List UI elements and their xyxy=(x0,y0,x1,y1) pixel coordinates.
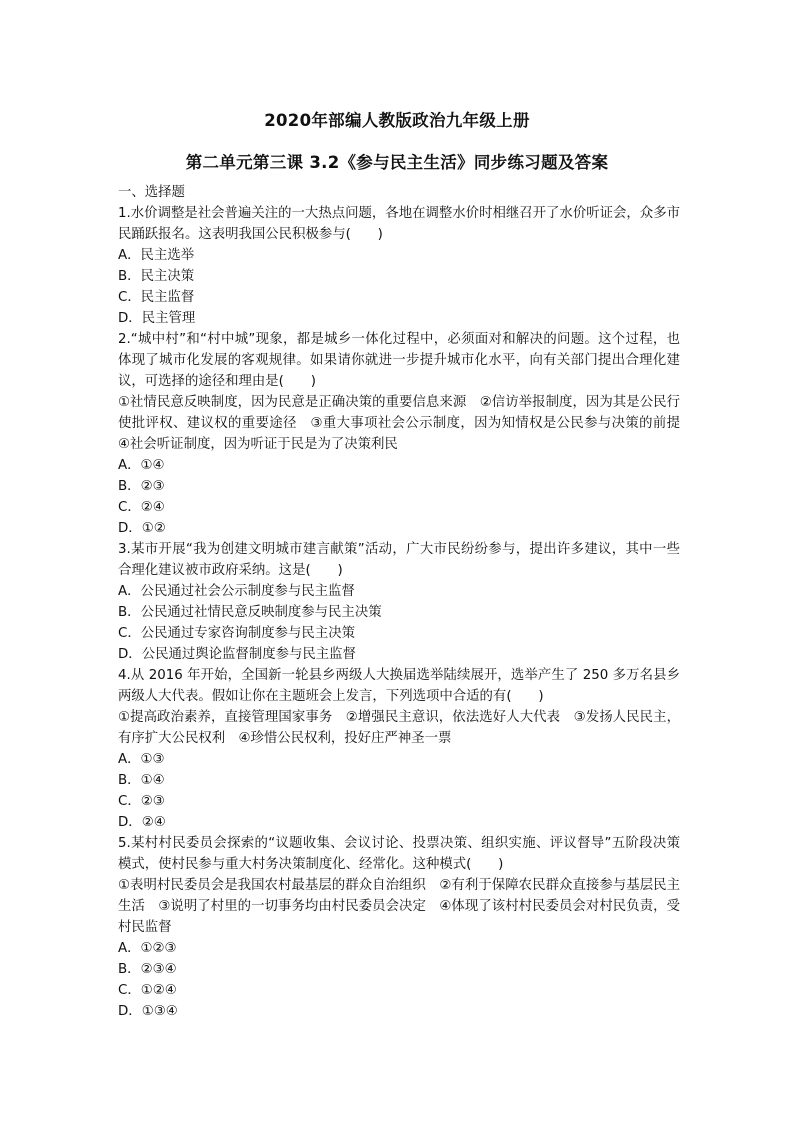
question-1-option-c: C．民主监督 xyxy=(118,290,195,305)
question-5-option-d: D．①③④ xyxy=(118,1004,178,1019)
question-3-option-d: D．公民通过舆论监督制度参与民主监督 xyxy=(118,647,356,662)
question-3-option-c: C．公民通过专家咨询制度参与民主决策 xyxy=(118,626,355,641)
question-2-option-c: C．②④ xyxy=(118,500,165,515)
question-2-option-d: D．①② xyxy=(118,521,166,536)
question-5-statements: ①表明村民委员会是我国农村最基层的群众自治组织 ②有利于保障农民群众直接参与基层民主生活 ③说明了村里的一切事务均由村民委员会决定 ④体现了该村村民委员会对村民负责，受村民监督 xyxy=(118,878,680,935)
question-2-statements: ①社情民意反映制度，因为民意是正确决策的重要信息来源 ②信访举报制度，因为其是公民行使批评权、建议权的重要途径 ③重大事项社会公示制度，因为知情权是公民参与决策的前提 ④社会听证制度，因为听证于民是为了决策利民 xyxy=(118,395,694,452)
question-1-option-d: D．民主管理 xyxy=(118,311,196,326)
document-body xyxy=(118,182,694,1022)
question-3-option-b: B．公民通过社情民意反映制度参与民主决策 xyxy=(118,605,382,620)
question-5-option-b: B．②③④ xyxy=(118,962,177,977)
question-4-option-b: B．①④ xyxy=(118,773,165,788)
question-5-stem: 5.某村村民委员会探索的“议题收集、会议讨论、投票决策、组织实施、评议督导”五阶段决策模式，使村民参与重大村务决策制度化、经常化。这种模式( ) xyxy=(118,836,680,872)
question-3-option-a: A．公民通过社会公示制度参与民主监督 xyxy=(118,584,355,599)
question-2-option-a: A．①④ xyxy=(118,458,165,473)
question-5-option-c: C．①②④ xyxy=(118,983,177,998)
question-4-statements: ①提高政治素养，直接管理国家事务 ②增强民主意识，依法选好人大代表 ③发扬人民民主，有序扩大公民权利 ④珍惜公民权利，投好庄严神圣一票 xyxy=(118,710,680,746)
question-2-stem: 2.“城中村”和“村中城”现象，都是城乡一体化过程中，必须面对和解决的问题。这个过程，也体现了城市化发展的客观规律。如果请你就进一步提升城市化水平，向有关部门提出合理化建议，可选择的途径和理由是( ) xyxy=(118,332,680,389)
document-title: 2020年部编人教版政治九年级上册 xyxy=(264,111,530,130)
question-4-option-c: C．②③ xyxy=(118,794,165,809)
document-subtitle: 第二单元第三课 3.2《参与民主生活》同步练习题及答案 xyxy=(185,153,609,172)
question-1-option-a: A．民主选举 xyxy=(118,248,195,263)
question-4-option-d: D．②④ xyxy=(118,815,166,830)
question-1-stem: 1.水价调整是社会普遍关注的一大热点问题，各地在调整水价时相继召开了水价听证会，众多市民踊跃报名。这表明我国公民积极参与( ) xyxy=(118,206,680,242)
question-3-stem: 3.某市开展“我为创建文明城市建言献策”活动，广大市民纷纷参与，提出许多建议，其中一些合理化建议被市政府采纳。这是( ) xyxy=(118,542,680,578)
question-4-option-a: A．①③ xyxy=(118,752,165,767)
question-4-stem: 4.从 2016 年开始，全国新一轮县乡两级人大换届选举陆续展开，选举产生了 250 多万名县乡两级人大代表。假如让你在主题班会上发言，下列选项中合适的有( ) xyxy=(118,668,680,704)
question-5-option-a: A．①②③ xyxy=(118,941,177,956)
question-1-option-b: B．民主决策 xyxy=(118,269,195,284)
section-heading: 一、选择题 xyxy=(118,185,185,200)
question-2-option-b: B．②③ xyxy=(118,479,165,494)
